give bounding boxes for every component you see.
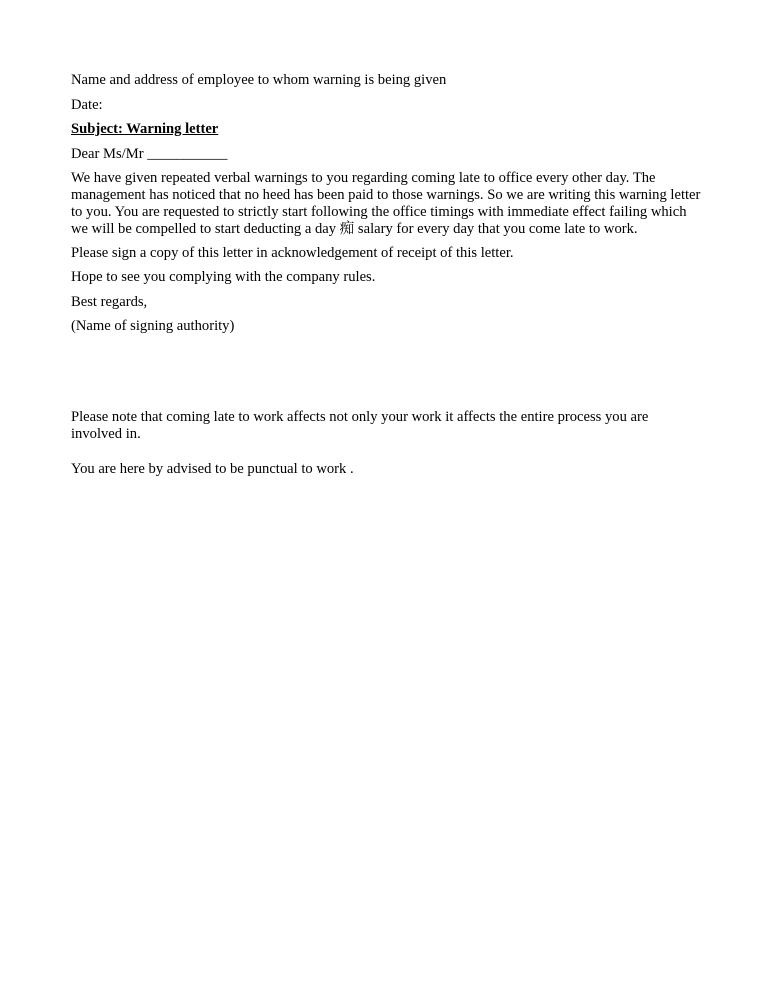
signatory: (Name of signing authority) <box>71 318 235 334</box>
body-paragraph-warning: We have given repeated verbal warnings to you regarding coming late to office every other day. The management has noticed that no heed has been paid to those warnings. So we are writing this warning letter to you. You are requested to strictly start following the office timings with immediate effect failing which we will be compelled to start deducting a day 痴 salary for every day that you come late to work. <box>71 170 701 237</box>
note-paragraph-punctuality: You are here by advised to be punctual to work . <box>71 461 354 477</box>
recipient-line: Name and address of employee to whom warning is being given <box>71 72 447 88</box>
closing: Best regards, <box>71 294 148 310</box>
date-label: Date: <box>71 97 103 113</box>
body-paragraph-acknowledgement: Please sign a copy of this letter in acknowledgement of receipt of this letter. <box>71 245 514 261</box>
note-paragraph-impact: Please note that coming late to work affects not only your work it affects the entire process you are involved in. <box>71 409 649 442</box>
body-paragraph-compliance: Hope to see you complying with the company rules. <box>71 269 376 285</box>
salutation: Dear Ms/Mr ___________ <box>71 146 228 162</box>
subject-line: Subject: Warning letter <box>71 121 219 137</box>
